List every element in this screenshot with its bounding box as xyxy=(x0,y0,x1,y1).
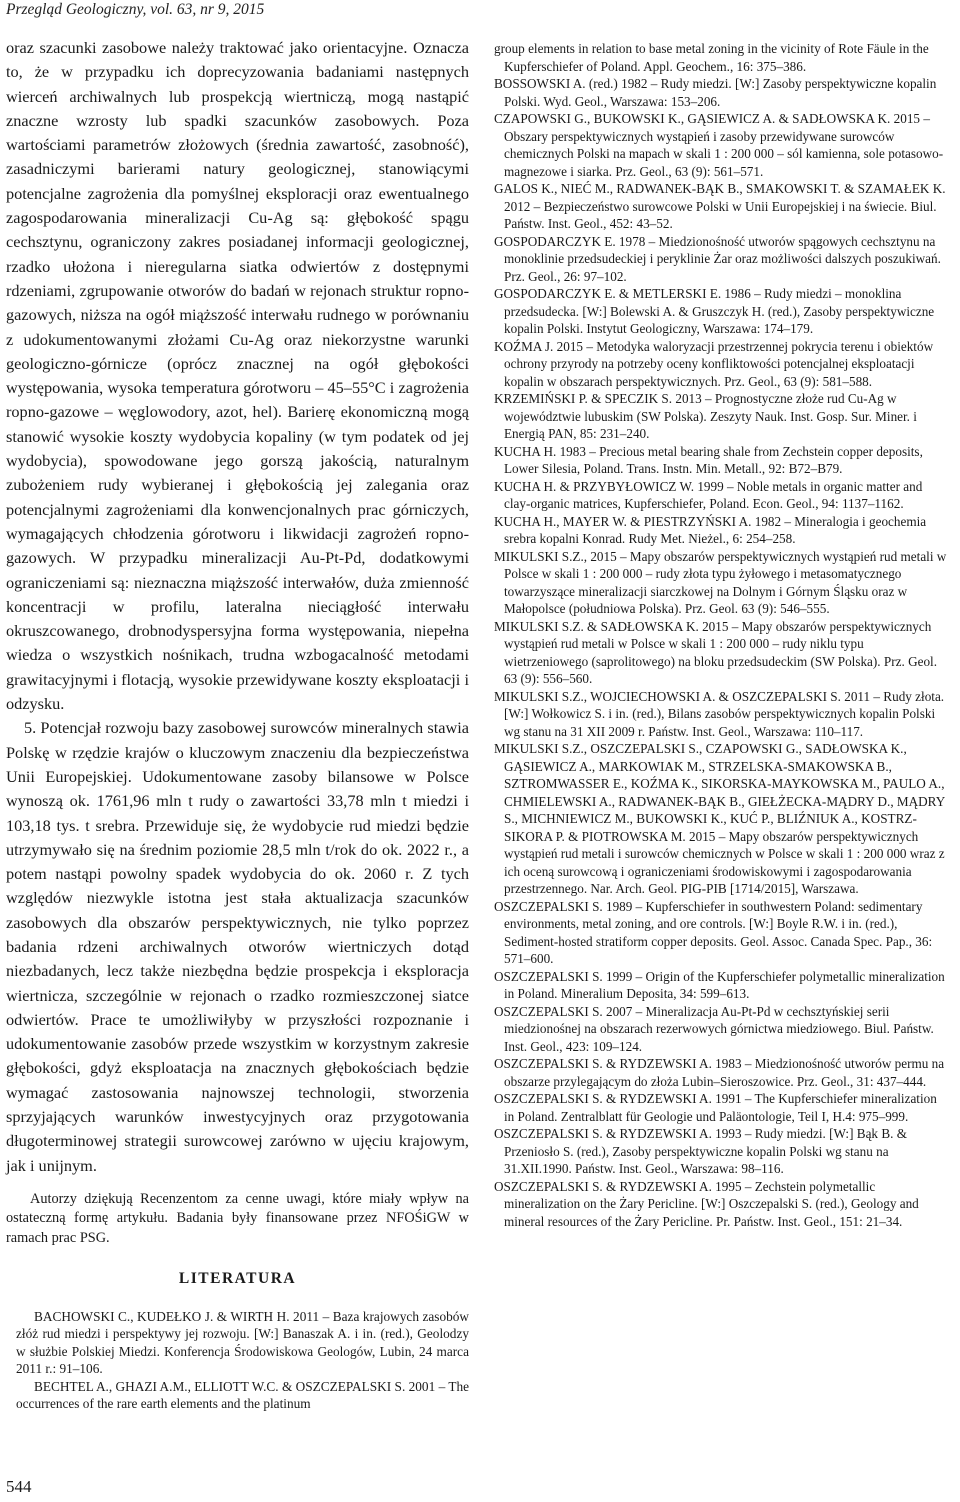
reference-item: GOSPODARCZYK E. 1978 – Miedzionośność utworów spągowych cechsztynu na monoklinie przedsudeckiej i peryklinie Żar oraz możliwości dalszych poszukiwań. Prz. Geol., 26: 97–102. xyxy=(494,233,941,284)
reference-item: group elements in relation to base metal zoning in the vicinity of Rote Fäule in the Kupferschiefer of Poland. Appl. Geochem., 16: 375–386. xyxy=(494,41,929,74)
reference-item: KUCHA H. 1983 – Precious metal bearing shale from Zechstein copper deposits, Lower Silesia, Poland. Trans. Instn. Min. Metall., 92: B72–B79. xyxy=(494,443,923,476)
reference-item: OSZCZEPALSKI S. & RYDZEWSKI A. 1995 – Zechstein polymetallic mineralization on the Żary Pericline. [W:] Oszczepalski S. (red.), Geology and mineral resources of the Żary Pericline. Pr. Państw. Inst. Geol., 151: 21–34. xyxy=(494,1178,919,1229)
reference-item: KRZEMIŃSKI P. & SPECZIK S. 2013 – Prognostyczne złoże rud Cu-Ag w województwie lubuskim (SW Polska). Zeszyty Nauk. Inst. Gosp. Sur. Miner. i Energią PAN, 85: 231–240. xyxy=(494,391,917,441)
reference-item: OSZCZEPALSKI S. 1989 – Kupferschiefer in southwestern Poland: sedimentary environments, metal zoning, and ore controls. [W:] Boyle R.W. i in. (red.), Sediment-hosted stratiform copper deposits. Geol. Assoc. Canada Spec. Pap., 36: 571–600. xyxy=(494,898,933,966)
reference-item: MIKULSKI S.Z., WOJCIECHOWSKI A. & OSZCZEPALSKI S. 2011 – Rudy złota. [W:] Wołkowicz S. i in. (red.), Bilans zasobów perspektywicznych kopalin Polski wg stanu na 31 XII 2009 r. Państw. Inst. Geol., Warszawa: 110–117. xyxy=(494,688,945,739)
reference-item: CZAPOWSKI G., BUKOWSKI K., GĄSIEWICZ A. & SADŁOWSKA K. 2015 – Obszary perspektywicznych wystąpień i zasoby przewidywane surowców chemicznych Polski na mapach w skali 1 : 200 000 – sól kamienna, sole potasowo-magnezowe i siarka. Prz. Geol., 63 (9): 561–571. xyxy=(494,111,944,179)
reference-item: OSZCZEPALSKI S. & RYDZEWSKI A. 1991 – The Kupferschiefer mineralization in Poland. Zentralblatt für Geologie und Paläontologie, Teil I, H.4: 975–999. xyxy=(494,1091,937,1124)
page-number: 544 xyxy=(6,1477,32,1496)
reference-item: BACHOWSKI C., KUDEŁKO J. & WIRTH H. 2011 – Baza krajowych zasobów złóż rud miedzi i perspektywy jej rozwoju. [W:] Banaszak A. i in. (red.), Geolodzy w służbie Polskiej Miedzi. Konferencja Środowiskowa Geologów, Lubin, 24 marca 2011 r.: 91–106. xyxy=(16,1308,469,1377)
reference-item: KUCHA H. & PRZYBYŁOWICZ W. 1999 – Noble metals in organic matter and clay-organic matrices, Kupferschiefer, Poland. Econ. Geol., 94: 1137–1162. xyxy=(494,478,923,511)
reference-item: OSZCZEPALSKI S. 1999 – Origin of the Kupferschiefer polymetallic mineralization in Poland. Mineralium Deposita, 34: 599–613. xyxy=(494,968,945,1001)
body-paragraph-2: 5. Potencjał rozwoju bazy zasobowej surowców mineralnych stawia Polskę w rzędzie krajów o kluczowym znaczeniu dla bezpieczeństwa Unii Europejskiej. Udokumentowane zasoby bilansowe w Polsce wynoszą ok. 1761,96 mln t rudy o zawartości 33,78 mln t miedzi i 103,18 tys. t srebra. Przewiduje się, że wydobycie rud miedzi będzie utrzymywało się na średnim poziomie 28,5 mln t/rok do ok. 2022 r., a potem nastąpi powolny spadek wydobycia do ok. 2060 r. Z tych względów niezwykle istotna jest stała aktualizacja szacunków zasobowych dla obszarów perspektywicznych, nie tylko poprzez badania rdzeni archiwalnych otworów wiertniczych dotąd niezbadanych, lecz także niezbędna będzie prospekcja i eksploracja wiertnicza, szczególnie w rejonach o rzadko rozmieszczonej siatce odwiertów. Prace te umożliwiłyby w przyszłości rozpoznanie i udokumentowanie zasobów przede wszystkim w korzystnym zakresie głębokości, gdyż eksploatacja na znacznych głębokościach będzie wymagać zastosowania najnowszej technologii, stworzenia sprzyjających warunków inwestycyjnych oraz przygotowania długoterminowej strategii surowcowej zarówno w ujęciu krajowym, jak i unijnym. xyxy=(6,718,469,1175)
acknowledgement: Autorzy dziękują Recenzentom za cenne uwagi, które miały wpływ na ostateczną formę artykułu. Badania były finansowane przez NFOŚiGW w ramach prac PSG. xyxy=(6,1190,469,1246)
body-paragraph-1: oraz szacunki zasobowe należy traktować jako orientacyjne. Oznacza to, że w przypadku ich doprecyzowania badaniami następnych wierceń archiwalnych lub prospekcją wiertniczą, mogą nastąpić znaczne wzrosty lub spadki szacunków zasobowych. Poza wartościami parametrów złożowych (średnia zawartość, zasobność), zasadniczymi barierami natury geologicznej, stanowiącymi potencjalne zagrożenia dla pomyślnej eksploracji oraz ewentualnego zagospodarowania mineralizacji Cu-Ag są: głębokość spągu cechsztynu, ograniczony zakres posiadanej informacji geologicznej, rzadko ułożona i nieregularna siatka odwiertów z dostępnymi rdzeniami, zgrupowanie otworów do badań w rejonach struktur ropno-gazowych, niższa na ogół miąższość interwału rudnego w porównaniu z udokumentowanymi złożami Cu-Ag oraz niekorzystne warunki geologiczno-górnicze (oprócz znacznej na ogół głębokości występowania, wysoka temperatura górotworu – 45–55°C i zagrożenia ropno-gazowe – węglowodory, azot, hel). Barierę ekonomiczną mogą stanowić wysokie koszty wydobycia kopaliny (w tym podatek od jej wydobycia), spowodowane jego gorszą jakością, naturalnym zubożeniem rudy wybieranej i głębokością jej zalegania oraz potencjalnymi zagrożeniami dla konwencjonalnych prac górniczych, wymagających chłodzenia górotworu i likwidacji zagrożeń ropno-gazowych. W przypadku mineralizacji Au-Pt-Pd, dodatkowymi ograniczeniami są: nieznaczna miąższość interwałów, duża zmienność koncentracji w profilu, lateralna nieciągłość interwału okruszcowanego, drobnodyspersyjna forma występowania, niepełna wiedza o wszystkich nośnikach, trudna wzbogacalność metodami grawitacyjnymi i flotacją, wysokie przewidywane koszty eksploatacji i odzysku. xyxy=(6,38,469,714)
reference-item: MIKULSKI S.Z. & SADŁOWSKA K. 2015 – Mapy obszarów perspektywicznych wystąpień rud metali w Polsce w skali 1 : 200 000 – rudy niklu typu wietrzeniowego (saprolitowego) na bloku przedsudeckim (SW Polska). Prz. Geol. 63 (9): 556–560. xyxy=(494,618,938,686)
references-right-column xyxy=(494,40,949,1230)
reference-item: MIKULSKI S.Z., OSZCZEPALSKI S., CZAPOWSKI G., SADŁOWSKA K., GĄSIEWICZ A., MARKOWIAK M., STRZELSKA-SMAKOWSKA B., SZTROMWASSER E., KOŹMA K., SIKORSKA-MAYKOWSKA M., PAULO A., CHMIELEWSKI A., RADWANEK-BĄK B., GIEŁŻECKA-MĄDRY D., MĄDRY S., MICHNIEWICZ M., BUKOWSKI K., KUĆ P., BLIŹNIUK A., KOSTRZ-SIKORA P. & PIOTROWSKA M. 2015 – Mapy obszarów perspektywicznych wystąpień rud metali i surowców chemicznych w Polsce w skali 1 : 200 000 wraz z ich oceną surowcową i ograniczeniami środowiskowymi i zagospodarowania przestrzennego. Nar. Arch. Geol. PIG-PIB [1714/2015], Warszawa. xyxy=(494,741,945,896)
reference-item: GOSPODARCZYK E. & METLERSKI E. 1986 – Rudy miedzi – monoklina przedsudecka. [W:] Bolewski A. & Gruszczyk H. (red.), Zasoby perspektywiczne kopalin Polski. Instytut Geologiczny, Warszawa: 174–179. xyxy=(494,286,935,336)
left-column xyxy=(6,36,469,1413)
journal-header: Przegląd Geologiczny, vol. 63, nr 9, 2015 xyxy=(6,1,265,18)
reference-item: BECHTEL A., GHAZI A.M., ELLIOTT W.C. & OSZCZEPALSKI S. 2001 – The occurrences of the rare earth elements and the platinum xyxy=(16,1378,469,1412)
reference-item: OSZCZEPALSKI S. & RYDZEWSKI A. 1983 – Miedzionośność utworów permu na obszarze przylegającym do złoża Lubin–Sieroszowice. Prz. Geol., 31: 437–444. xyxy=(494,1056,945,1089)
reference-item: GALOS K., NIEĆ M., RADWANEK-BĄK B., SMAKOWSKI T. & SZAMAŁEK K. 2012 – Bezpieczeństwo surowcowe Polski w Unii Europejskiej i na świecie. Biul. Państw. Inst. Geol., 452: 43–52. xyxy=(494,181,946,231)
reference-item: OSZCZEPALSKI S. 2007 – Mineralizacja Au-Pt-Pd w cechsztyńskiej serii miedzionośnej na obszarach rezerwowych górnictwa miedziowego. Biul. Państw. Inst. Geol., 423: 109–124. xyxy=(494,1003,934,1054)
reference-item: BOSSOWSKI A. (red.) 1982 – Rudy miedzi. [W:] Zasoby perspektywiczne kopalin Polski. Wyd. Geol., Warszawa: 153–206. xyxy=(494,76,937,109)
reference-item: KUCHA H., MAYER W. & PIESTRZYŃSKI A. 1982 – Mineralogia i geochemia srebra kopalni Konrad. Rudy Met. Nieżel., 6: 254–258. xyxy=(494,513,927,546)
literature-heading: LITERATURA xyxy=(178,1270,297,1288)
references-left xyxy=(6,1308,469,1413)
reference-item: OSZCZEPALSKI S. & RYDZEWSKI A. 1993 – Rudy miedzi. [W:] Bąk B. & Przeniosło S. (red.), Zasoby perspektywiczne kopalin Polski wg stanu na 31.XII.1990. Państw. Inst. Geol., Warszawa: 98–116. xyxy=(494,1126,907,1176)
reference-item: MIKULSKI S.Z., 2015 – Mapy obszarów perspektywicznych wystąpień rud metali w Polsce w skali 1 : 200 000 – rudy złota typu żyłowego i metasomatycznego towarzyszące mineralizacji siarczkowej na Dolnym i Górnym Śląsku oraz w Małopolsce (południowa Polska). Prz. Geol. 63 (9): 546–555. xyxy=(494,548,947,616)
reference-item: KOŹMA J. 2015 – Metodyka waloryzacji przestrzennej pokrycia terenu i obiektów ochrony przyrody na potrzeby oceny konfliktowości potencjalnej eksploatacji kopalin w obszarach perspektywicznych. Prz. Geol., 63 (9): 581–588. xyxy=(494,338,934,389)
